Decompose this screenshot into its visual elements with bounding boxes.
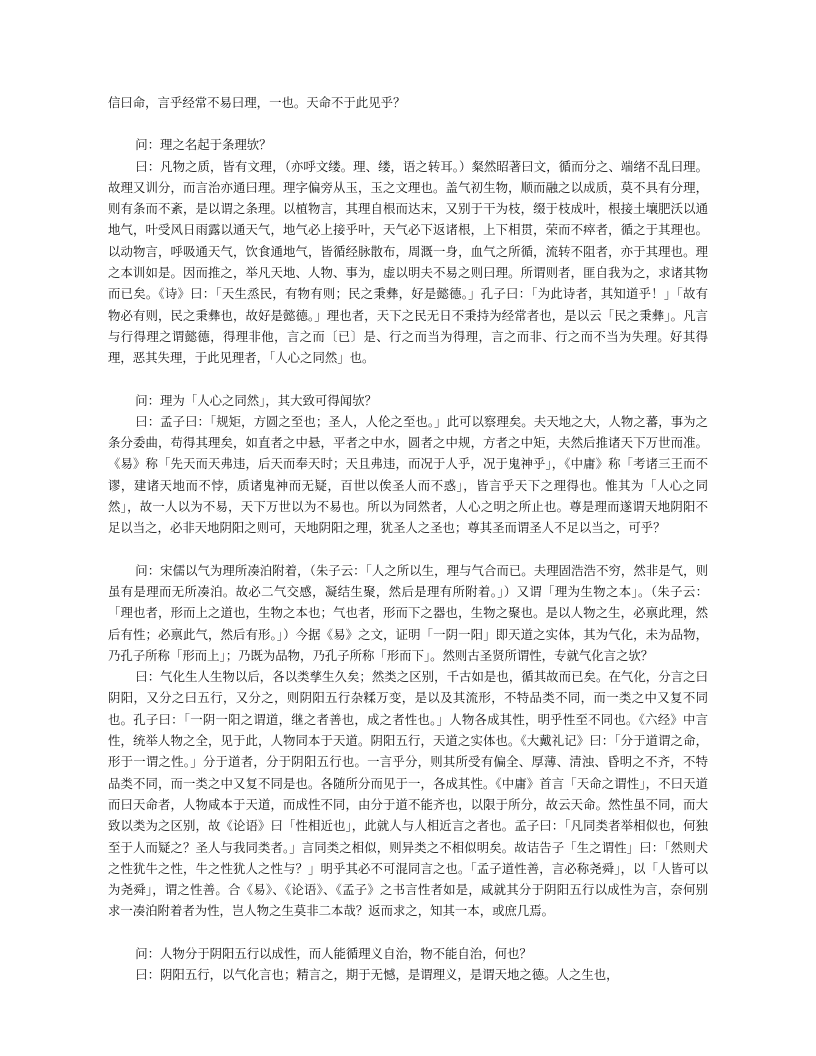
question-1: 问：理之名起于条理欤？: [135, 137, 272, 153]
document-page: [108, 92, 708, 985]
paragraph-gap: [108, 369, 708, 390]
answer-1: 曰：凡物之质，皆有文理，（亦呼文缕。理、缕，语之转耳。）粲然昭著曰文，循而分之、端绪不乱曰理。故理又训分，而言治亦通曰理。理字偏旁从玉，玉之文理也。盖气初生物，顺而融之以成质，莫不具有分理，则有条而不紊，是以谓之条理。以植物言，其理自根而达末，又别于干为枝，缀于枝成叶，根接土壤肥沃以通地气，叶受风日雨露以通天气，地气必上接乎叶，天气必下返诸根，上下相贯，荣而不瘁者，循之于其理也。以动物言，呼吸通天气，饮食通地气，皆循经脉散布，周溉一身，血气之所循，流转不阻者，亦于其理也。理之本训如是。因而推之，举凡天地、人物、事为，虚以明夫不易之则曰理。所谓则者，匪自我为之，求诸其物而已矣。《诗》曰：「天生烝民，有物有则；民之秉彝，好是懿德。」孔子曰：「为此诗者，其知道乎！」「故有物必有则，民之秉彝也，故好是懿德。」理也者，天下之民无日不秉持为经常者也，是以云「民之秉彝」。凡言与行得理之谓懿德，得理非他，言之而〔已〕是、行之而当为得理，言之而非、行之而不当为失理。好其得理，恶其失理，于此见理者，「人心之同然」也。: [108, 158, 708, 366]
paragraph-gap: [108, 113, 708, 134]
question-4: 问：人物分于阴阳五行以成性，而人能循理义自治，物不能自治，何也？: [135, 945, 532, 961]
paragraph-intro: 信曰命，言乎经常不易曰理，一也。天命不于此见乎？: [108, 95, 406, 110]
answer-3: 曰：气化生人生物以后，各以类孳生久矣；然类之区别，千古如是也，循其故而已矣。在气化，分言之曰阴阳，又分之曰五行，又分之，则阴阳五行杂糅万变，是以及其流形，不特品类不同，而一类之中又复不同也。孔子曰：「一阴一阳之谓道，继之者善也，成之者性也。」人物各成其性，明乎性至不同也。《六经》中言性，统举人物之全，见于此，人物同本于天道。阴阳五行，天道之实体也。《大戴礼记》曰：「分于道谓之命，形于一谓之性。」分于道者，分于阴阳五行也。一言乎分，则其所受有偏全、厚薄、清浊、昏明之不齐，不特品类不同，而一类之中又复不同是也。各随所分而见于一，各成其性。《中庸》首言「天命之谓性」，不曰天道而曰天命者，人物咸本于天道，而成性不同，由分于道不能齐也，以限于所分，故云天命。然性虽不同，而大致以类为之区别，故《论语》曰「性相近也」，此就人与人相近言之者也。孟子曰：「凡同类者举相似也，何独至于人而疑之？圣人与我同类者。」言同类之相似，则异类之不相似明矣。故诘告子「生之谓性」曰：「然则犬之性犹牛之性，牛之性犹人之性与？」明乎其必不可混同言之也。「孟子道性善，言必称尧舜」，以「人皆可以为尧舜」，谓之性善。合《易》、《论语》、《孟子》之书言性者如是，咸就其分于阴阳五行以成性为言，奈何别求一凑泊附着者为性，岂人物之生莫非二本哉？返而求之，知其一本，或庶几焉。: [108, 669, 708, 919]
question-2: 问：理为「人心之同然」，其大致可得闻欤？: [135, 392, 377, 408]
answer-4: 曰：阴阳五行，以气化言也；精言之，期于无憾，是谓理义，是谓天地之德。人之生也，: [135, 966, 619, 982]
paragraph-gap: [108, 922, 708, 943]
paragraph-gap: [108, 539, 708, 560]
question-3: 问：宋儒以气为理所凑泊附着，（朱子云：「人之所以生，理与气合而已。夫理固浩浩不穷，然非是气，则虽有是理而无所凑泊。故必二气交感，凝结生聚，然后是理有所附着。」）又谓「理为生物之本」。（朱子云：「理也者，形而上之道也，生物之本也；气也者，形而下之器也，生物之聚也。是以人物之生，必禀此理，然后有性；必禀此气，然后有形。」）今据《易》之文，证明「一阴一阳」即天道之实体，其为气化，未为品物，乃孔子所称「形而上」；乃既为品物，乃孔子所称「形而下」。然则古圣贤所谓性，专就气化言之欤？: [108, 562, 708, 663]
answer-2: 曰：孟子曰：「规矩，方圆之至也；圣人，人伦之至也。」此可以察理矣。夫天地之大，人物之蕃，事为之条分委曲，苟得其理矣，如直者之中悬，平者之中水，圆者之中规，方者之中矩，夫然后推诸天下万世而准。《易》称「先天而天弗违，后天而奉天时；天且弗违，而况于人乎，况于鬼神乎」，《中庸》称「考诸三王而不谬，建诸天地而不悖，质诸鬼神而无疑，百世以俟圣人而不惑」，皆言乎天下之理得也。惟其为「人心之同然」，故一人以为不易，天下万世以为不易也。所以为同然者，人心之明之所止也。尊是理而遂谓天地阴阳不足以当之，必非天地阴阳之则可，天地阴阳之理，犹圣人之圣也；尊其圣而谓圣人不足以当之，可乎？: [108, 413, 708, 536]
